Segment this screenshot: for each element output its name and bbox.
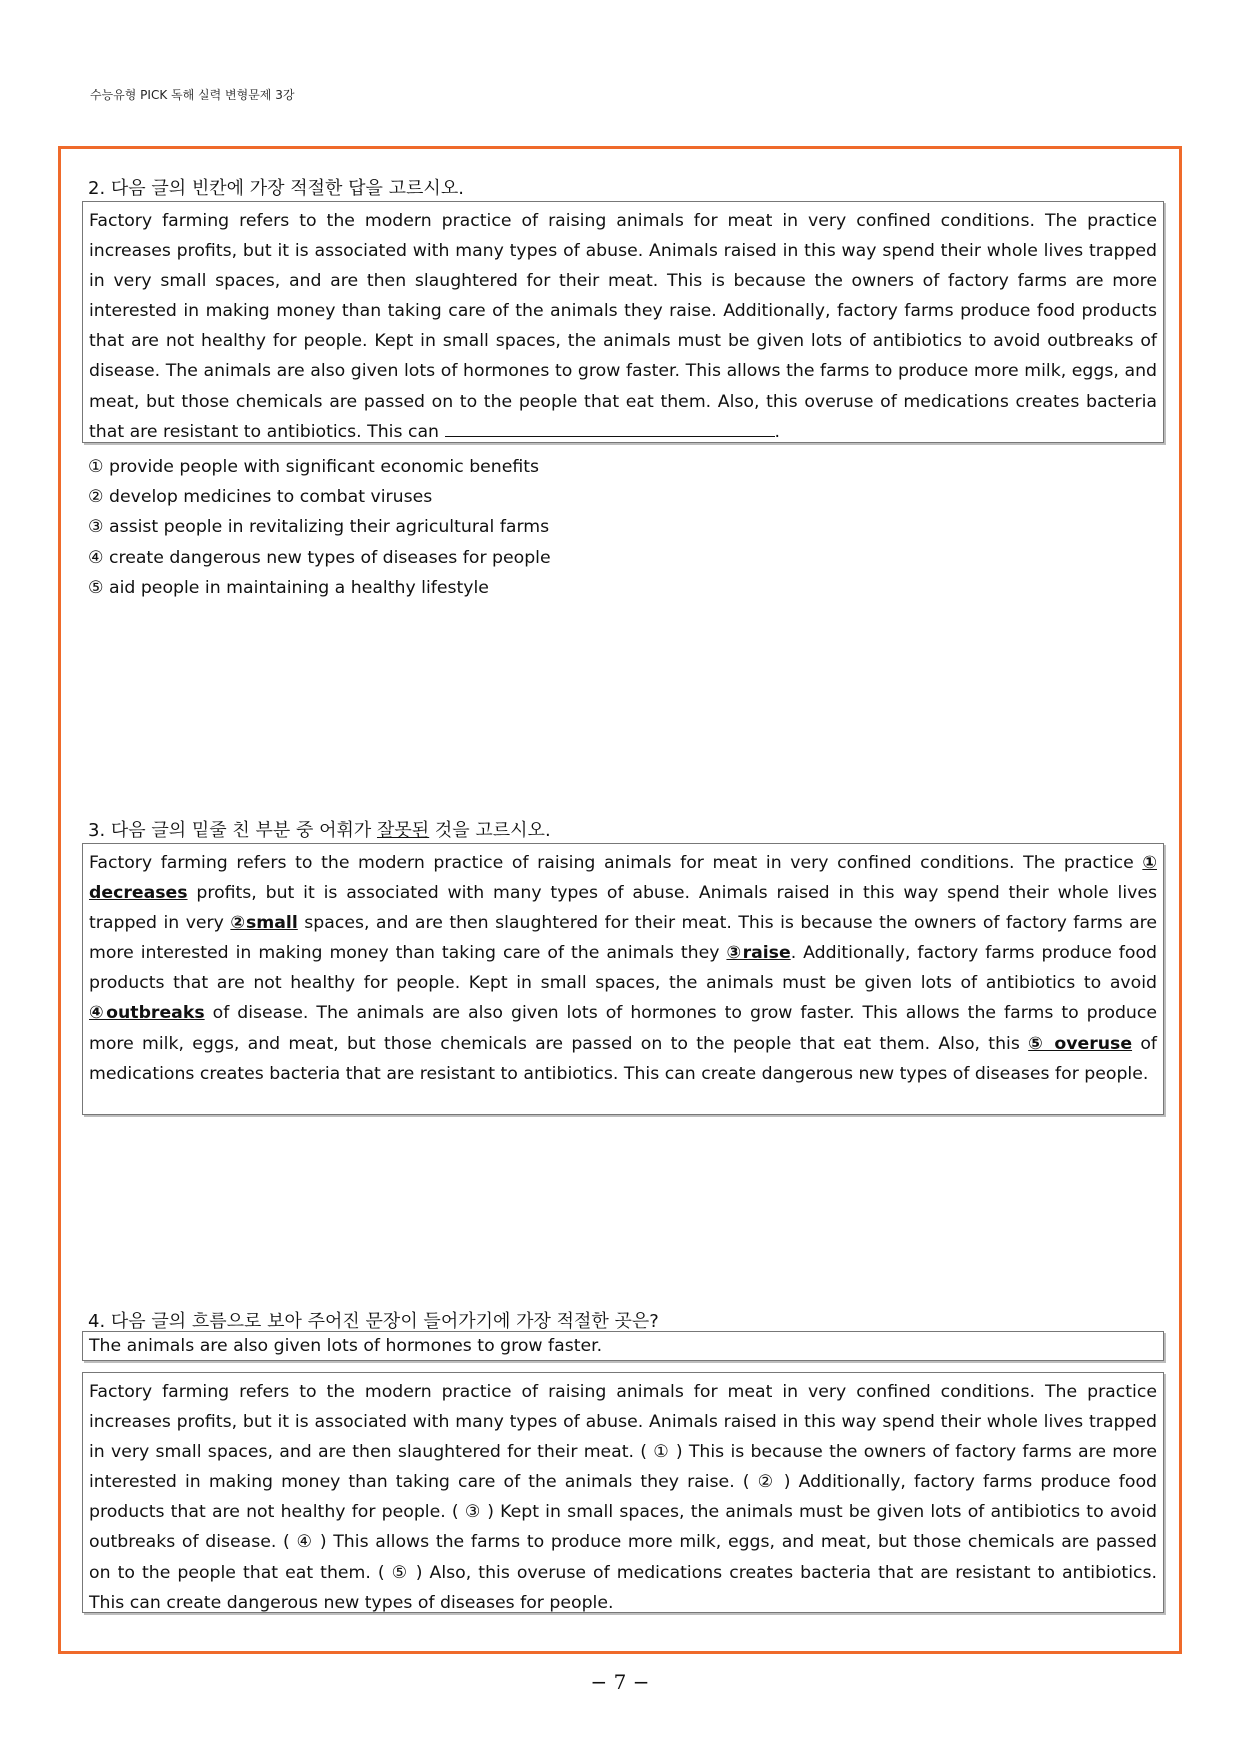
q2-choice-4[interactable]: ④ create dangerous new types of diseases for people: [88, 547, 551, 568]
q3-title-pre: 3. 다음 글의 밑줄 친 부분 중 어휘가: [88, 820, 377, 841]
q2-choice-3[interactable]: ③ assist people in revitalizing their agricultural farms: [88, 517, 550, 538]
q3-underlined-2[interactable]: ②small: [230, 913, 298, 934]
q2-choices: [88, 452, 551, 603]
q3-title-post: 것을 고르시오.: [429, 820, 551, 841]
q3-underlined-5[interactable]: ⑤ overuse: [1028, 1033, 1133, 1054]
q4-passage: Factory farming refers to the modern practice of raising animals for meat in very confined conditions. The practice increases profits, but it is associated with many types of abuse. Animals raised in this way spend their whole lives trapped in very small spaces, and are then slaughtered for their meat. ( ① ) This is because the owners of factory farms are more interested in making money than taking care of the animals they raise. ( ② ) Additionally, factory farms produce food products that are not healthy for people. ( ③ ) Kept in small spaces, the animals must be given lots of antibiotics to avoid outbreaks of disease. ( ④ ) This allows the farms to produce more milk, eggs, and meat, but those chemicals are passed on to the people that eat them. ( ⑤ ) Also, this overuse of medications creates bacteria that are resistant to antibiotics. This can create dangerous new types of diseases for people.: [82, 1372, 1164, 1613]
q3-passage: [82, 843, 1164, 1115]
q3-text-3: spaces, and are then slaughtered for their meat. This is because the owners of factory farms are more interested in making money than taking care of the animals they: [89, 913, 1158, 964]
q3-underlined-3[interactable]: ③raise: [726, 943, 791, 964]
q2-choice-2[interactable]: ② develop medicines to combat viruses: [88, 487, 433, 508]
q3-text-6: of medications creates bacteria that are resistant to antibiotics. This can create dangerous new types of diseases for people.: [89, 1033, 1158, 1084]
document-header: 수능유형 PICK 독해 실력 변형문제 3강: [90, 88, 295, 102]
q3-underlined-4[interactable]: ④outbreaks: [89, 1003, 205, 1024]
q3-text-1: Factory farming refers to the modern practice of raising animals for meat in very confined conditions. The practice: [89, 853, 1143, 873]
q2-passage: [82, 201, 1164, 443]
q3-text-2: profits, but it is associated with many types of abuse. Animals raised in this way spend their whole lives trapped in very: [89, 883, 1157, 934]
q2-blank: [445, 422, 775, 437]
q4-given-sentence: The animals are also given lots of hormones to grow faster.: [82, 1331, 1164, 1361]
q2-choice-1[interactable]: ① provide people with significant economic benefits: [88, 457, 540, 477]
q3-title-underlined: 잘못된: [377, 820, 430, 841]
q2-choice-5[interactable]: ⑤ aid people in maintaining a healthy lifestyle: [88, 577, 489, 598]
q2-passage-text: Factory farming refers to the modern practice of raising animals for meat in very confined conditions. The practice increases profits, but it is associated with many types of abuse. Animals raised in this way spend their whole lives trapped in very small spaces, and are then slaughtered for their meat. This is because the owners of factory farms are more interested in making money than taking care of the animals they raise. Additionally, factory farms produce food products that are not healthy for people. Kept in small spaces, the animals must be given lots of antibiotics to avoid outbreaks of disease. The animals are also given lots of hormones to grow faster. This allows the farms to produce more milk, eggs, and meat, but those chemicals are passed on to the people that eat them. Also, this overuse of medications creates bacteria that are resistant to antibiotics. This can: [89, 211, 1157, 442]
q3-text-5: of disease. The animals are also given lots of hormones to grow faster. This allows the farms to produce more milk, eggs, and meat, but those chemicals are passed on to the people that eat them. Also, this: [89, 1003, 1157, 1054]
q2-title: 2. 다음 글의 빈칸에 가장 적절한 답을 고르시오.: [88, 178, 464, 199]
q2-passage-end: .: [774, 421, 781, 442]
q3-title: [88, 816, 551, 842]
q3-text-4: . Additionally, factory farms produce food products that are not healthy for people. Kept in small spaces, the animals must be given lots of antibiotics to avoid: [89, 943, 1158, 994]
page-number: − 7 −: [590, 1670, 650, 1694]
q4-title: 4. 다음 글의 흐름으로 보아 주어진 문장이 들어가기에 가장 적절한 곳은?: [88, 1311, 659, 1332]
q3-underlined-1[interactable]: ① decreases: [89, 853, 1157, 904]
